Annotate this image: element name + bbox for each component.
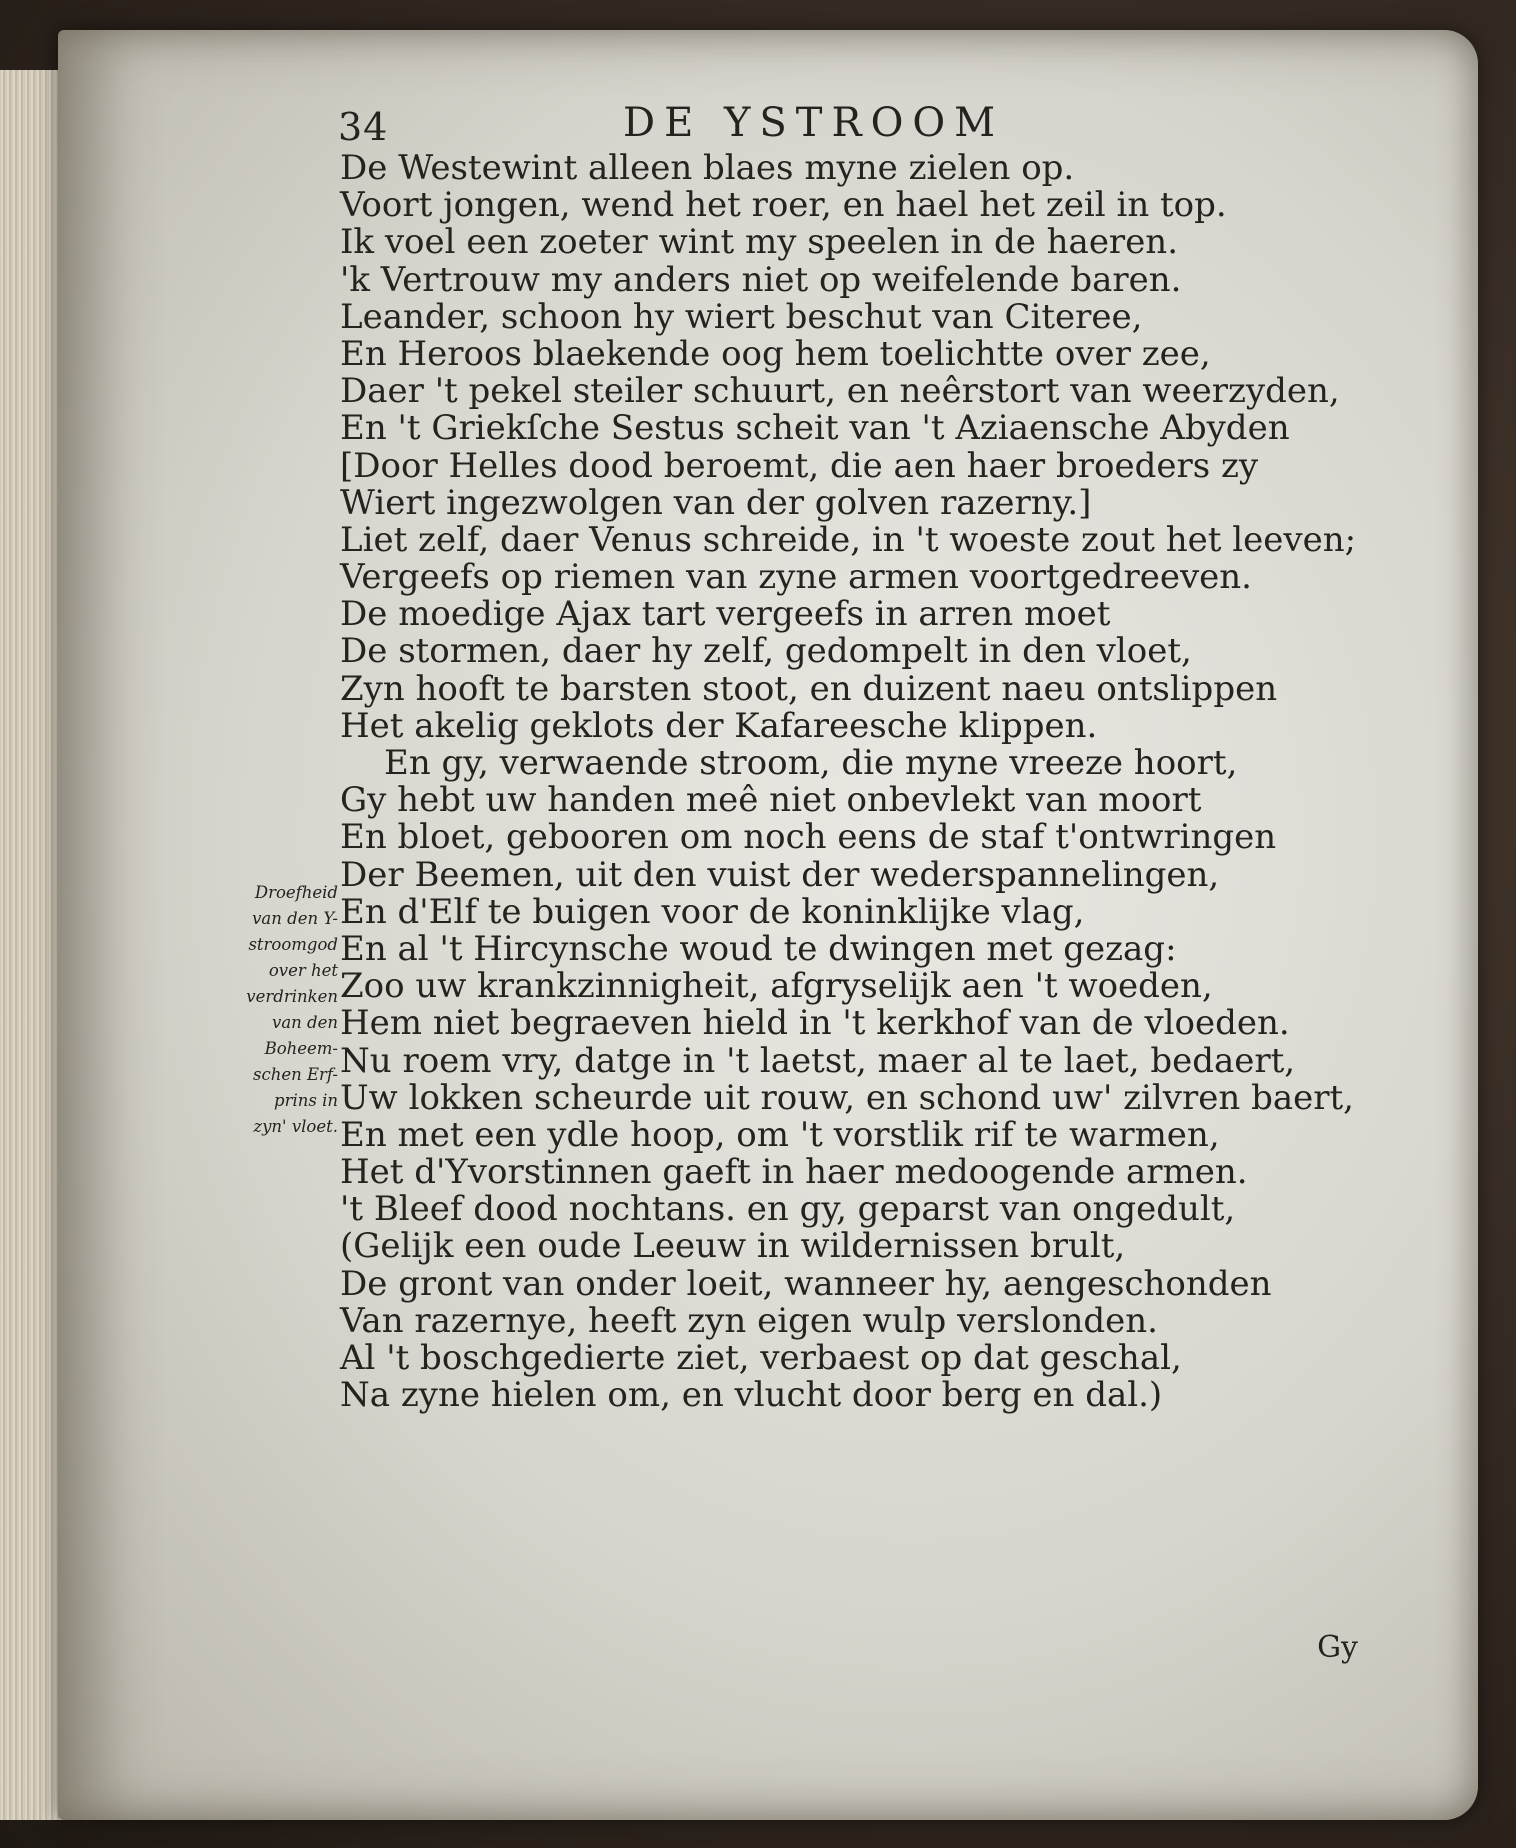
verse-line: Voort jongen, wend het roer, en hael het zeil in top. xyxy=(340,185,1227,226)
catchword: Gy xyxy=(1317,1630,1358,1665)
verse-line: Uw lokken scheurde uit rouw, en schond uw' zilvren baert, xyxy=(340,1077,1354,1118)
verse-line: 'k Vertrouw my anders niet op weifelende baren. xyxy=(340,259,1182,300)
margin-note-line: prins in xyxy=(274,1091,338,1110)
verse-line: Hem niet begraeven hield in 't kerkhof van de vloeden. xyxy=(340,1003,1290,1044)
margin-note xyxy=(188,880,338,1140)
running-head: DE YSTROOM xyxy=(623,100,1005,146)
verse-line: Van razernye, heeft zyn eigen wulp verslonden. xyxy=(340,1300,1158,1341)
verse-line: Daer 't pekel steiler schuurt, en neêrstort van weerzyden, xyxy=(340,371,1340,412)
verse-line: De moedige Ajax tart vergeefs in arren moet xyxy=(340,594,1111,635)
margin-note-line: van den Y- xyxy=(252,909,338,928)
margin-note-line: zyn' vloet. xyxy=(253,1117,338,1136)
verse-line: Gy hebt uw handen meê niet onbevlekt van moort xyxy=(340,780,1202,821)
verse-line: Zyn hooft te barsten stoot, en duizent naeu ontslippen xyxy=(340,668,1278,709)
verse-line: (Gelijk een oude Leeuw in wildernissen brult, xyxy=(340,1226,1126,1267)
verse-line: En al 't Hircynsche woud te dwingen met gezag: xyxy=(340,928,1177,969)
margin-note-line: schen Erf- xyxy=(253,1065,338,1084)
margin-note-line: Droefheid xyxy=(254,883,338,902)
verse-line: En 't Griekſche Sestus scheit van 't Aziaensche Abyden xyxy=(340,408,1290,449)
verse-line: Leander, schoon hy wiert beschut van Citeree, xyxy=(340,296,1143,337)
verse-line: En gy, verwaende stroom, die myne vreeze hoort, xyxy=(384,743,1238,783)
verse-line: Al 't boschgedierte ziet, verbaest op dat geschal, xyxy=(340,1338,1182,1378)
verse-line: En Heroos blaekende oog hem toelichtte over zee, xyxy=(340,333,1211,374)
verse-line: De gront van onder loeit, wanneer hy, aengeschonden xyxy=(340,1263,1272,1304)
verse-line: 't Bleef dood nochtans. en gy, geparst van ongedult, xyxy=(340,1189,1236,1230)
verse-line: De stormen, daer hy zelf, gedompelt in den vloet, xyxy=(340,631,1192,672)
verse-line: Nu roem vry, datge in 't laetst, maer al te laet, bedaert, xyxy=(340,1040,1296,1081)
verse-line: En d'Elf te buigen voor de koninklijke vlag, xyxy=(340,891,1085,932)
verse-line: Zoo uw krankzinnigheit, afgryselijk aen 't woeden, xyxy=(340,966,1213,1007)
verse-line: Ik voel een zoeter wint my speelen in de haeren. xyxy=(340,222,1179,263)
margin-note-line: Boheem- xyxy=(264,1039,338,1058)
poem-text xyxy=(340,150,1460,1414)
verse-line: Het akelig geklots der Kafareesche klippen. xyxy=(340,705,1098,746)
page-number: 34 xyxy=(338,105,389,149)
verse-line: Na zyne hielen om, en vlucht door berg en dal.) xyxy=(340,1375,1163,1416)
margin-note-line: verdrinken xyxy=(246,987,338,1006)
margin-note-line: over het xyxy=(268,961,338,980)
verse-line: En met een ydle hoop, om 't vorstlik rif te warmen, xyxy=(340,1114,1220,1155)
margin-note-line: stroomgod xyxy=(248,935,338,954)
verse-line: En bloet, gebooren om noch eens de staf t'ontwringen xyxy=(340,817,1277,858)
verse-line: [Door Helles dood beroemt, die aen haer broeders zy xyxy=(340,445,1259,486)
book-page xyxy=(58,30,1478,1820)
verse-line: Vergeefs op riemen van zyne armen voortgedreeven. xyxy=(340,557,1252,598)
verse-line: Wiert ingezwolgen van der golven razerny.] xyxy=(340,482,1092,523)
verse-line: Het d'Yvorstinnen gaeft in haer medoogende armen. xyxy=(340,1152,1248,1193)
margin-note-line: van den xyxy=(272,1013,338,1032)
verse-line: Der Beemen, uit den vuist der wederspannelingen, xyxy=(340,854,1220,895)
verse-line: De Westewint alleen blaes myne zielen op. xyxy=(340,148,1075,188)
verse-line: Liet zelf, daer Venus schreide, in 't woeste zout het leeven; xyxy=(340,519,1357,560)
